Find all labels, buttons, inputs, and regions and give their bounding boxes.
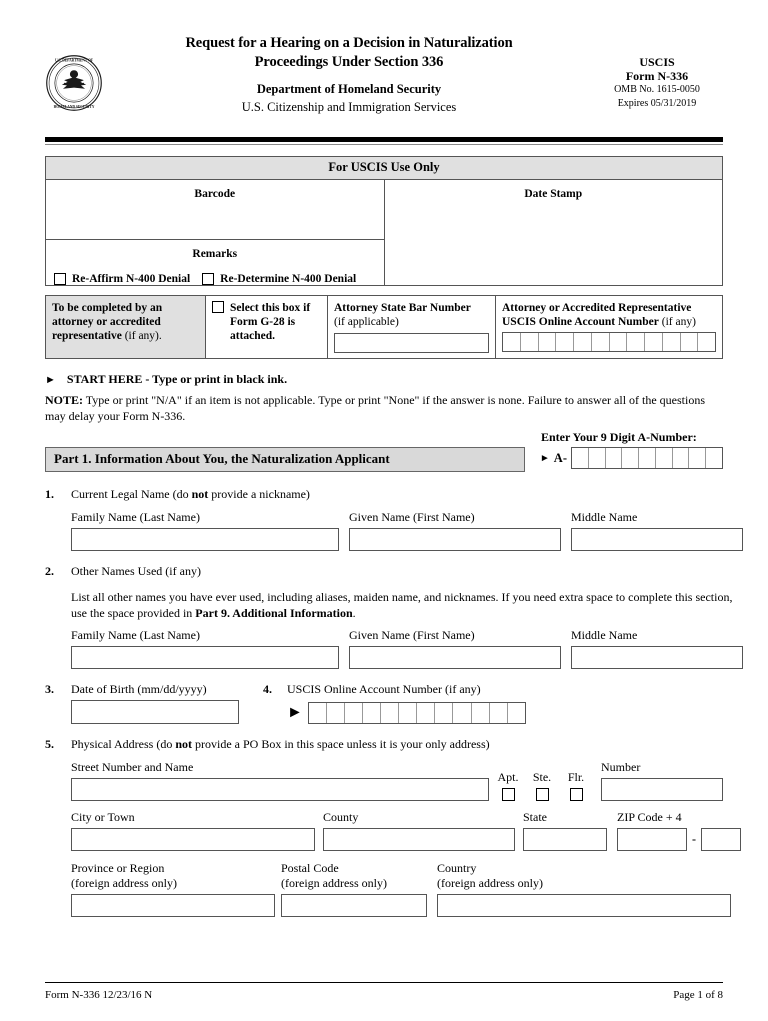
city-input[interactable] bbox=[71, 828, 315, 851]
attorney-intro-bold: To be completed by an attorney or accredited representative bbox=[52, 302, 163, 342]
item-5 bbox=[45, 737, 723, 917]
right-triangle-icon: ► bbox=[539, 452, 550, 464]
form-title-line-1: Request for a Hearing on a Decision in Naturalization bbox=[185, 35, 513, 51]
right-triangle-icon: ► bbox=[45, 374, 56, 386]
state-bar-sublabel: (if applicable) bbox=[334, 316, 399, 328]
apt-field bbox=[493, 770, 523, 801]
zip-label: ZIP Code + 4 bbox=[617, 809, 682, 824]
g28-label: Select this box if Form G-28 is attached. bbox=[230, 302, 311, 342]
item-2-name-fields bbox=[71, 628, 743, 669]
ste-label: Ste. bbox=[532, 769, 552, 784]
item-1-text-bold: not bbox=[191, 487, 209, 501]
a-number-input[interactable] bbox=[571, 447, 723, 469]
footer-form-id: Form N-336 12/23/16 N bbox=[45, 989, 153, 1001]
item-1-middle-name-input[interactable] bbox=[571, 528, 743, 551]
item-5-text-before: Physical Address (do bbox=[71, 737, 176, 751]
province-input[interactable] bbox=[71, 894, 275, 917]
postal-code-input[interactable] bbox=[281, 894, 427, 917]
item-1-given-name-label: Given Name (First Name) bbox=[349, 509, 475, 524]
item-5-text bbox=[71, 737, 741, 753]
item-2-family-name-label: Family Name (Last Name) bbox=[71, 628, 200, 642]
header-rule-thin bbox=[45, 144, 723, 145]
item-3-number: 3. bbox=[45, 682, 54, 696]
item-4 bbox=[287, 682, 723, 724]
country-input[interactable] bbox=[437, 894, 731, 917]
item-1 bbox=[45, 487, 723, 551]
ste-checkbox[interactable] bbox=[536, 788, 549, 801]
province-label: Province or Region bbox=[71, 860, 165, 875]
item-2-family-name-field bbox=[71, 628, 339, 669]
item-2-number: 2. bbox=[45, 563, 54, 578]
form-number: Form N-336 bbox=[625, 68, 689, 83]
postal-code-sublabel: (foreign address only) bbox=[281, 875, 387, 890]
uscis-use-only-box bbox=[45, 156, 723, 286]
g28-cell bbox=[206, 296, 328, 358]
item-2-instruction bbox=[71, 590, 743, 621]
street-input[interactable] bbox=[71, 778, 489, 801]
county-label: County bbox=[323, 809, 359, 824]
attorney-intro-cell bbox=[46, 296, 206, 358]
province-sublabel: (foreign address only) bbox=[71, 875, 177, 890]
county-field bbox=[323, 810, 515, 851]
street-label: Street Number and Name bbox=[71, 759, 194, 774]
item-1-text bbox=[71, 487, 743, 503]
item-2-middle-name-input[interactable] bbox=[571, 646, 743, 669]
g28-checkbox[interactable] bbox=[212, 301, 224, 313]
item-2-instruction-before: List all other names you have ever used, including aliases, maiden name, and nicknames. If you need extra space to complete this section, use the space provided in bbox=[71, 590, 733, 620]
ste-field bbox=[527, 770, 557, 801]
right-triangle-icon: ► bbox=[287, 704, 303, 721]
uscis-label: USCIS bbox=[639, 55, 675, 69]
attorney-online-account-input[interactable] bbox=[502, 332, 716, 352]
item-1-text-before: Current Legal Name (do bbox=[71, 487, 192, 501]
item-1-middle-name-field bbox=[571, 510, 743, 551]
province-field bbox=[71, 861, 275, 917]
a-number-entry bbox=[540, 447, 723, 469]
item-5-text-after: provide a PO Box in this space unless it is your only address) bbox=[192, 737, 490, 751]
header-rule-thick bbox=[45, 137, 723, 142]
item-2-instruction-bold: Part 9. Additional Information bbox=[195, 605, 353, 620]
item-1-middle-name-label: Middle Name bbox=[571, 509, 638, 524]
agency-name: U.S. Citizenship and Immigration Services bbox=[241, 100, 457, 114]
item-1-name-fields bbox=[71, 510, 743, 551]
state-bar-input[interactable] bbox=[334, 333, 489, 353]
footer-page-number: Page 1 of 8 bbox=[673, 989, 723, 1001]
note-body: Type or print "N/A" if an item is not applicable. Type or print "None" if the answer is none. Failure to answer all of the questions may delay your Form N-336. bbox=[45, 393, 706, 423]
item-2-given-name-label: Given Name (First Name) bbox=[349, 628, 475, 642]
item-3-label: Date of Birth (mm/dd/yyyy) bbox=[71, 682, 207, 696]
item-4-label: USCIS Online Account Number (if any) bbox=[287, 682, 481, 696]
flr-checkbox[interactable] bbox=[570, 788, 583, 801]
page-footer bbox=[45, 982, 723, 1001]
item-1-number: 1. bbox=[45, 487, 54, 501]
postal-code-field bbox=[281, 861, 427, 917]
city-label: City or Town bbox=[71, 809, 135, 824]
part1-heading: Part 1. Information About You, the Naturalization Applicant bbox=[45, 447, 525, 472]
state-bar-label: Attorney State Bar Number bbox=[334, 302, 471, 314]
state-label: State bbox=[523, 809, 547, 824]
barcode-remarks-column bbox=[46, 180, 385, 285]
street-field bbox=[71, 760, 489, 801]
country-sublabel: (foreign address only) bbox=[437, 875, 543, 890]
attorney-section bbox=[45, 295, 723, 359]
date-stamp-label: Date Stamp bbox=[524, 188, 583, 200]
item-2-given-name-input[interactable] bbox=[349, 646, 561, 669]
state-field bbox=[523, 810, 607, 851]
item-2-middle-name-field bbox=[571, 628, 743, 669]
item-1-text-after: provide a nickname) bbox=[208, 487, 310, 501]
page-header bbox=[45, 0, 723, 130]
item-5-number: 5. bbox=[45, 737, 54, 751]
re-affirm-checkbox[interactable] bbox=[54, 273, 66, 285]
country-field bbox=[437, 861, 741, 917]
zip-field bbox=[617, 810, 741, 851]
item-2-given-name-field bbox=[349, 628, 561, 669]
footer-divider bbox=[45, 982, 723, 983]
foreign-address-row bbox=[71, 861, 741, 917]
item-1-given-name-input[interactable] bbox=[349, 528, 561, 551]
city-state-zip-row bbox=[71, 810, 741, 851]
re-affirm-label: Re-Affirm N-400 Denial bbox=[72, 273, 191, 285]
apt-checkbox[interactable] bbox=[502, 788, 515, 801]
form-title-line-2: Proceedings Under Section 336 bbox=[254, 54, 444, 70]
item-3-and-4-row bbox=[45, 682, 723, 724]
apt-label: Apt. bbox=[497, 769, 519, 784]
zip-separator: - bbox=[692, 831, 696, 846]
a-number-prefix: A- bbox=[553, 450, 567, 465]
zip-plus-four-input[interactable] bbox=[701, 828, 741, 851]
unit-number-input[interactable] bbox=[601, 778, 723, 801]
unit-number-field bbox=[601, 760, 723, 801]
item-1-given-name-field bbox=[349, 510, 561, 551]
note-bold-label: NOTE: bbox=[45, 393, 84, 407]
attorney-online-account-cell bbox=[496, 296, 722, 358]
flr-label: Flr. bbox=[567, 769, 585, 784]
re-determine-label: Re-Determine N-400 Denial bbox=[220, 273, 357, 285]
a-number-label: Enter Your 9 Digit A-Number: bbox=[541, 430, 697, 444]
item-2-middle-name-label: Middle Name bbox=[571, 628, 638, 642]
uscis-online-account-number-input[interactable] bbox=[308, 702, 526, 724]
postal-code-label: Postal Code bbox=[281, 860, 339, 875]
item-4-number: 4. bbox=[263, 682, 272, 696]
attorney-intro-light: (if any). bbox=[121, 330, 162, 342]
item-1-family-name-input[interactable] bbox=[71, 528, 339, 551]
attorney-online-account-label: Attorney or Accredited Representative USCIS Online Account Number bbox=[502, 302, 692, 328]
flr-field bbox=[561, 770, 591, 801]
remarks-label: Remarks bbox=[192, 248, 238, 260]
date-stamp-section bbox=[385, 180, 723, 285]
svg-text:U.S. DEPARTMENT OF: U.S. DEPARTMENT OF bbox=[54, 58, 94, 63]
date-of-birth-input[interactable] bbox=[71, 700, 239, 724]
svg-text:HOMELAND SECURITY: HOMELAND SECURITY bbox=[53, 104, 95, 109]
state-bar-cell bbox=[328, 296, 496, 358]
uscis-form-info bbox=[591, 56, 723, 110]
item-5-text-bold: not bbox=[175, 737, 192, 751]
barcode-section bbox=[46, 180, 384, 240]
item-1-family-name-label: Family Name (Last Name) bbox=[71, 509, 200, 524]
item-3 bbox=[71, 682, 263, 724]
city-field bbox=[71, 810, 315, 851]
item-2-instruction-after: . bbox=[352, 605, 356, 620]
state-input[interactable] bbox=[523, 828, 607, 851]
item-2 bbox=[45, 563, 733, 670]
county-input[interactable] bbox=[323, 828, 515, 851]
street-address-row bbox=[71, 760, 741, 801]
expiration-date: Expires 05/31/2019 bbox=[617, 97, 697, 109]
re-determine-checkbox[interactable] bbox=[202, 273, 214, 285]
zip-code-input[interactable] bbox=[617, 828, 687, 851]
country-label: Country bbox=[437, 860, 477, 875]
omb-number: OMB No. 1615-0050 bbox=[614, 84, 700, 95]
item-2-family-name-input[interactable] bbox=[71, 646, 339, 669]
start-here-row bbox=[45, 372, 723, 387]
attorney-online-account-light: (if any) bbox=[658, 316, 696, 328]
barcode-label: Barcode bbox=[194, 188, 236, 200]
unit-number-label: Number bbox=[601, 759, 641, 774]
note-text bbox=[45, 393, 723, 424]
part1-header-row bbox=[45, 430, 723, 474]
start-here-text: START HERE - Type or print in black ink. bbox=[66, 372, 288, 386]
dhs-seal-icon bbox=[45, 54, 103, 112]
item-1-family-name-field bbox=[71, 510, 339, 551]
uscis-use-only-title: For USCIS Use Only bbox=[46, 157, 722, 180]
department-name: Department of Homeland Security bbox=[256, 82, 442, 96]
item-2-text: Other Names Used (if any) bbox=[71, 563, 201, 578]
remarks-section bbox=[46, 240, 384, 285]
